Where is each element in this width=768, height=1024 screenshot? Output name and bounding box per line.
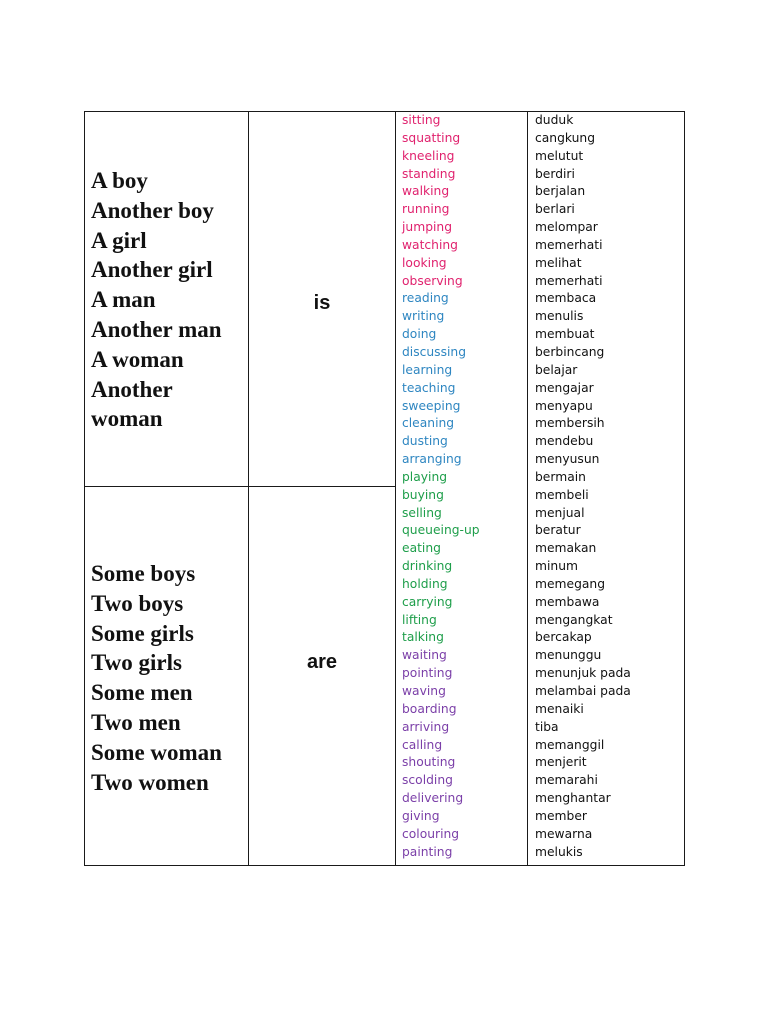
verb-malay: berdiri bbox=[535, 166, 575, 181]
verb-malay: menaiki bbox=[535, 701, 584, 716]
verb-english: writing bbox=[402, 309, 445, 324]
verb-malay: menjerit bbox=[535, 755, 587, 770]
verb-english: arriving bbox=[402, 719, 450, 734]
subject-line: Another girl bbox=[91, 257, 213, 283]
table-border-left bbox=[84, 111, 85, 866]
verb-english: drinking bbox=[402, 559, 453, 574]
verb-malay: beratur bbox=[535, 523, 581, 538]
verb-english: playing bbox=[402, 469, 448, 484]
verb-malay: melihat bbox=[535, 255, 582, 270]
verb-english: giving bbox=[402, 808, 440, 823]
verb-english: shouting bbox=[402, 755, 456, 770]
verb-english: doing bbox=[402, 327, 437, 342]
subject-line: Another man bbox=[91, 316, 222, 342]
verb-english: queueing-up bbox=[402, 523, 480, 538]
subject-line: Two boys bbox=[91, 590, 184, 616]
verb-malay: mendebu bbox=[535, 434, 594, 449]
table-border-right bbox=[684, 111, 685, 866]
verb-english: learning bbox=[402, 362, 453, 377]
verb-english: observing bbox=[402, 273, 463, 288]
subject-line: Some woman bbox=[91, 739, 222, 765]
subject-line: A boy bbox=[91, 168, 148, 193]
verb-english: holding bbox=[402, 576, 448, 591]
column-divider bbox=[248, 111, 249, 866]
subject-line: Two women bbox=[91, 769, 209, 795]
subject-line: Some boys bbox=[91, 561, 196, 586]
verb-english: squatting bbox=[402, 130, 461, 145]
verb-malay: berbincang bbox=[535, 344, 605, 359]
verb-malay: cangkung bbox=[535, 130, 596, 145]
verb-english: scolding bbox=[402, 773, 453, 788]
column-divider bbox=[527, 111, 528, 866]
english-verb-list bbox=[402, 112, 480, 861]
verb-english: arranging bbox=[402, 452, 462, 467]
verb-english: carrying bbox=[402, 594, 453, 609]
row-divider bbox=[84, 486, 395, 487]
verb-malay: tiba bbox=[535, 719, 559, 734]
subject-line: Two girls bbox=[91, 650, 182, 676]
subject-line: Another bbox=[91, 376, 173, 402]
verb-english: waving bbox=[402, 684, 446, 698]
verb-malay: membawa bbox=[535, 594, 600, 609]
subject-line: Some girls bbox=[91, 620, 194, 646]
verb-malay: mengajar bbox=[535, 380, 594, 395]
verb-malay: membuat bbox=[535, 327, 595, 342]
verb-english: waiting bbox=[402, 648, 447, 663]
subject-line: Two men bbox=[91, 709, 181, 735]
verb-malay: minum bbox=[535, 559, 578, 574]
singular-subjects bbox=[91, 166, 222, 434]
verb-malay: menghantar bbox=[535, 791, 611, 806]
verb-malay: bercakap bbox=[535, 630, 592, 645]
verb-english: selling bbox=[402, 505, 442, 520]
verb-english: jumping bbox=[402, 220, 453, 235]
column-divider bbox=[395, 111, 396, 866]
verb-english: calling bbox=[402, 737, 443, 752]
verb-malay: belajar bbox=[535, 362, 578, 377]
verb-english: sweeping bbox=[402, 398, 461, 413]
subject-line: Another boy bbox=[91, 197, 214, 223]
plural-verb: are bbox=[306, 651, 338, 673]
verb-malay: memerhati bbox=[535, 237, 603, 252]
verb-malay: melompar bbox=[535, 220, 598, 235]
subject-line: A woman bbox=[91, 346, 184, 372]
verb-english: teaching bbox=[402, 380, 456, 395]
verb-english: cleaning bbox=[402, 416, 455, 431]
verb-malay: menulis bbox=[535, 309, 584, 324]
malay-verb-list bbox=[535, 112, 631, 861]
verb-malay: memakan bbox=[535, 541, 597, 556]
verb-malay: menjual bbox=[535, 505, 585, 520]
plural-subjects bbox=[91, 559, 222, 797]
verb-malay: membeli bbox=[535, 487, 589, 502]
verb-malay: menyapu bbox=[535, 398, 593, 413]
verb-malay: menunjuk pada bbox=[535, 666, 631, 681]
verb-malay: membaca bbox=[535, 291, 597, 306]
verb-english: colouring bbox=[402, 826, 460, 841]
verb-malay: bermain bbox=[535, 469, 586, 484]
verb-english: lifting bbox=[402, 612, 437, 627]
verb-malay: mewarna bbox=[535, 826, 593, 841]
verb-english: walking bbox=[402, 184, 450, 199]
verb-malay: memanggil bbox=[535, 737, 605, 752]
verb-english: painting bbox=[402, 844, 453, 859]
subject-line: woman bbox=[91, 406, 163, 432]
table-border-bottom bbox=[84, 865, 685, 866]
verb-english: watching bbox=[402, 237, 458, 252]
verb-malay: menunggu bbox=[535, 648, 602, 663]
verb-malay: memegang bbox=[535, 576, 606, 591]
verb-english: talking bbox=[402, 630, 444, 645]
verb-malay: berjalan bbox=[535, 184, 586, 199]
verb-malay: member bbox=[535, 808, 587, 823]
verb-malay: memarahi bbox=[535, 773, 598, 788]
verb-malay: memerhati bbox=[535, 273, 603, 288]
verb-english: pointing bbox=[402, 666, 453, 681]
verb-english: standing bbox=[402, 166, 456, 181]
verb-english: reading bbox=[402, 291, 449, 306]
singular-verb: is bbox=[313, 292, 331, 314]
verb-malay: berlari bbox=[535, 202, 575, 217]
verb-malay: duduk bbox=[535, 113, 574, 127]
verb-malay: mengangkat bbox=[535, 612, 613, 627]
verb-malay: melutut bbox=[535, 148, 584, 163]
verb-malay: menyusun bbox=[535, 452, 600, 467]
verb-english: kneeling bbox=[402, 148, 455, 163]
verb-english: sitting bbox=[402, 113, 441, 127]
verb-english: discussing bbox=[402, 344, 467, 359]
verb-english: dusting bbox=[402, 434, 448, 449]
verb-english: looking bbox=[402, 255, 447, 270]
verb-malay: melambai pada bbox=[535, 684, 631, 698]
verb-malay: melukis bbox=[535, 844, 583, 859]
verb-english: delivering bbox=[402, 791, 464, 806]
subject-line: A man bbox=[91, 287, 156, 313]
subject-line: Some men bbox=[91, 680, 193, 706]
verb-english: eating bbox=[402, 541, 441, 556]
verb-malay: membersih bbox=[535, 416, 605, 431]
verb-english: boarding bbox=[402, 701, 457, 716]
subject-line: A girl bbox=[91, 227, 147, 253]
verb-english: buying bbox=[402, 487, 444, 502]
verb-english: running bbox=[402, 202, 450, 217]
